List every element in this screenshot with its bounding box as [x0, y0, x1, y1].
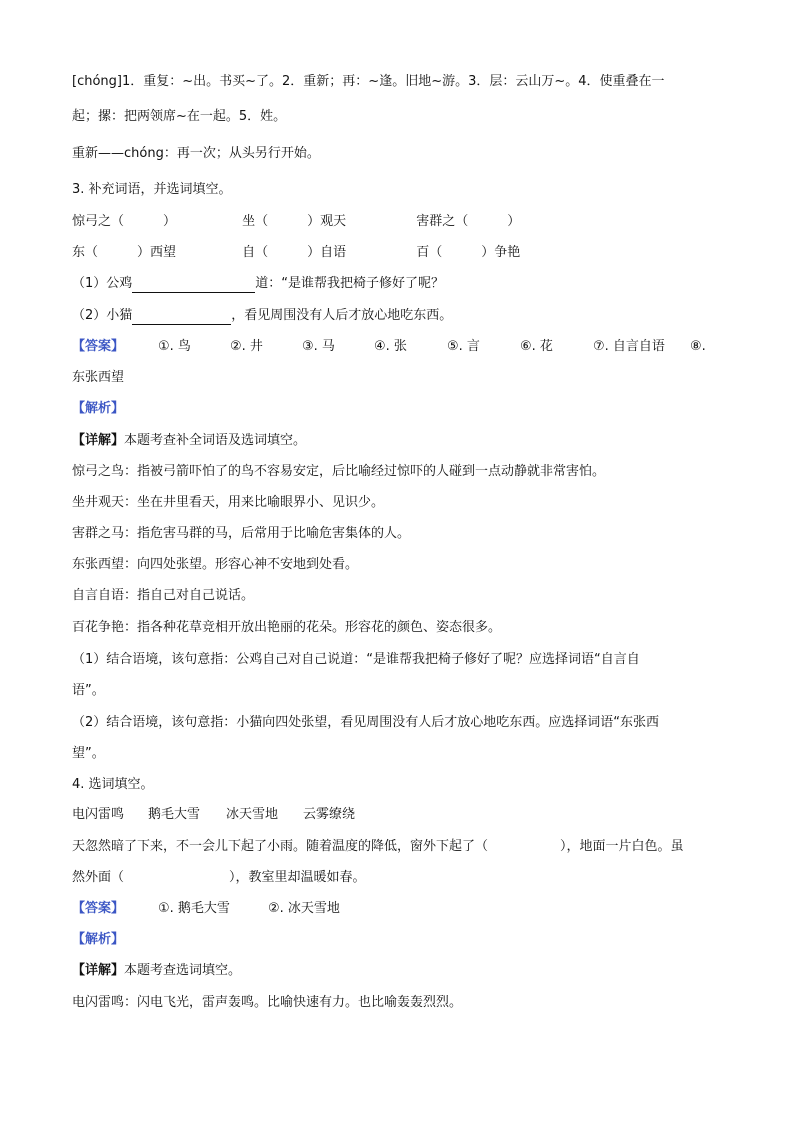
detail-text: 本题考查补全词语及选词填空。	[124, 433, 307, 448]
answer-option: ④. 张	[374, 339, 407, 354]
explanation-2: 坐井观天：坐在井里看天，用来比喻眼界小、见识少。	[72, 495, 385, 510]
q4-answer-line	[72, 900, 340, 918]
answer-option: ②. 井	[230, 339, 263, 354]
word-choice: 冰天雪地	[226, 807, 279, 822]
answer-line	[72, 338, 706, 356]
explanation-5: 自言自语：指自己对自己说话。	[72, 588, 255, 603]
explanation-1: 惊弓之鸟：指被弓箭吓怕了的鸟不容易安定，后比喻经过惊吓的人碰到一点动静就非常害怕。	[72, 464, 606, 479]
explanation-6: 百花争艳：指各种花草竞相开放出艳丽的花朵。形容花的颜色、姿态很多。	[72, 620, 502, 635]
q4-detail-line	[72, 962, 241, 980]
analysis-label: 【解析】	[72, 401, 125, 416]
word-blank-4: 东（ ）西望	[72, 245, 177, 260]
answer-option: ⑥. 花	[520, 339, 553, 354]
fill-blank	[132, 310, 231, 325]
detail-label: 【详解】	[72, 433, 125, 448]
detail-line	[72, 432, 306, 450]
context-1-line-2: 语”。	[72, 683, 105, 698]
sub-question-1-prefix: （1）公鸡	[72, 276, 133, 291]
answer-option: ①. 鹅毛大雪	[158, 901, 230, 916]
pinyin-definition-line-1: [chóng]1．重复：~出。书买~了。2．重新；再：~逢。旧地~游。3．层：云山万~。4．使重叠在一	[72, 74, 665, 89]
word-blank-5: 自（ ）自语	[242, 245, 347, 260]
question-3-title: 3. 补充词语，并选词填空。	[72, 182, 232, 197]
q4-sentence-part: ），地面一片白色。虽	[560, 839, 684, 854]
word-choice: 云雾缭绕	[303, 807, 356, 822]
q4-sentence-line-1	[72, 838, 684, 856]
answer-option: ⑤. 言	[447, 339, 480, 354]
pinyin-definition-line-3: 重新——chóng：再一次；从头另行开始。	[72, 146, 320, 161]
detail-label: 【详解】	[72, 963, 125, 978]
answer-option: ③. 马	[302, 339, 335, 354]
word-choice: 鹅毛大雪	[148, 807, 201, 822]
answer-continuation: 东张西望	[72, 370, 125, 385]
word-blank-3: 害群之（ ）	[416, 214, 521, 229]
answer-option: ⑧.	[690, 339, 706, 354]
sub-question-2-suffix: ，看见周围没有人后才放心地吃东西。	[231, 308, 453, 323]
word-blank-2: 坐（ ）观天	[242, 214, 347, 229]
answer-option: ⑦. 自言自语	[593, 339, 665, 354]
explanation-3: 害群之马：指危害马群的马，后常用于比喻危害集体的人。	[72, 526, 411, 541]
context-2-line-2: 望”。	[72, 746, 105, 761]
q4-explanation-1: 电闪雷鸣：闪电飞光，雷声轰鸣。比喻快速有力。也比喻轰轰烈烈。	[72, 995, 463, 1010]
answer-label: 【答案】	[72, 339, 125, 354]
question-4-title: 4. 选词填空。	[72, 777, 154, 792]
answer-option: ②. 冰天雪地	[268, 901, 340, 916]
q4-analysis-label: 【解析】	[72, 932, 125, 947]
word-row-1	[72, 213, 520, 231]
explanation-4: 东张西望：向四处张望。形容心神不安地到处看。	[72, 557, 359, 572]
word-row-2	[72, 244, 520, 262]
sub-question-1	[72, 275, 444, 293]
detail-text: 本题考查选词填空。	[124, 963, 242, 978]
q4-sentence-part: 天忽然暗了下来，不一会儿下起了小雨。随着温度的降低，窗外下起了（	[72, 839, 489, 854]
word-blank-1: 惊弓之（ ）	[72, 214, 177, 229]
context-2-line-1: （2）结合语境，该句意指：小猫向四处张望，看见周围没有人后才放心地吃东西。应选择词语“东张西	[72, 715, 660, 730]
fill-blank	[132, 278, 255, 293]
pinyin-definition-line-2: 起；摞：把两领席~在一起。5．姓。	[72, 109, 287, 124]
q4-sentence-part: ），教室里却温暖如春。	[229, 870, 366, 885]
sub-question-2-prefix: （2）小猫	[72, 308, 133, 323]
sub-question-2	[72, 307, 452, 325]
q4-sentence-part: 然外面（	[72, 870, 125, 885]
word-choices	[72, 806, 355, 824]
word-choice: 电闪雷鸣	[72, 807, 125, 822]
answer-option: ①. 鸟	[158, 339, 191, 354]
word-blank-6: 百（ ）争艳	[416, 245, 521, 260]
answer-label: 【答案】	[72, 901, 125, 916]
context-1-line-1: （1）结合语境，该句意指：公鸡自己对自己说道：“是谁帮我把椅子修好了呢？应选择词语“自言自	[72, 652, 640, 667]
sub-question-1-suffix: 道：“是谁帮我把椅子修好了呢？	[255, 276, 445, 291]
q4-sentence-line-2	[72, 869, 366, 887]
